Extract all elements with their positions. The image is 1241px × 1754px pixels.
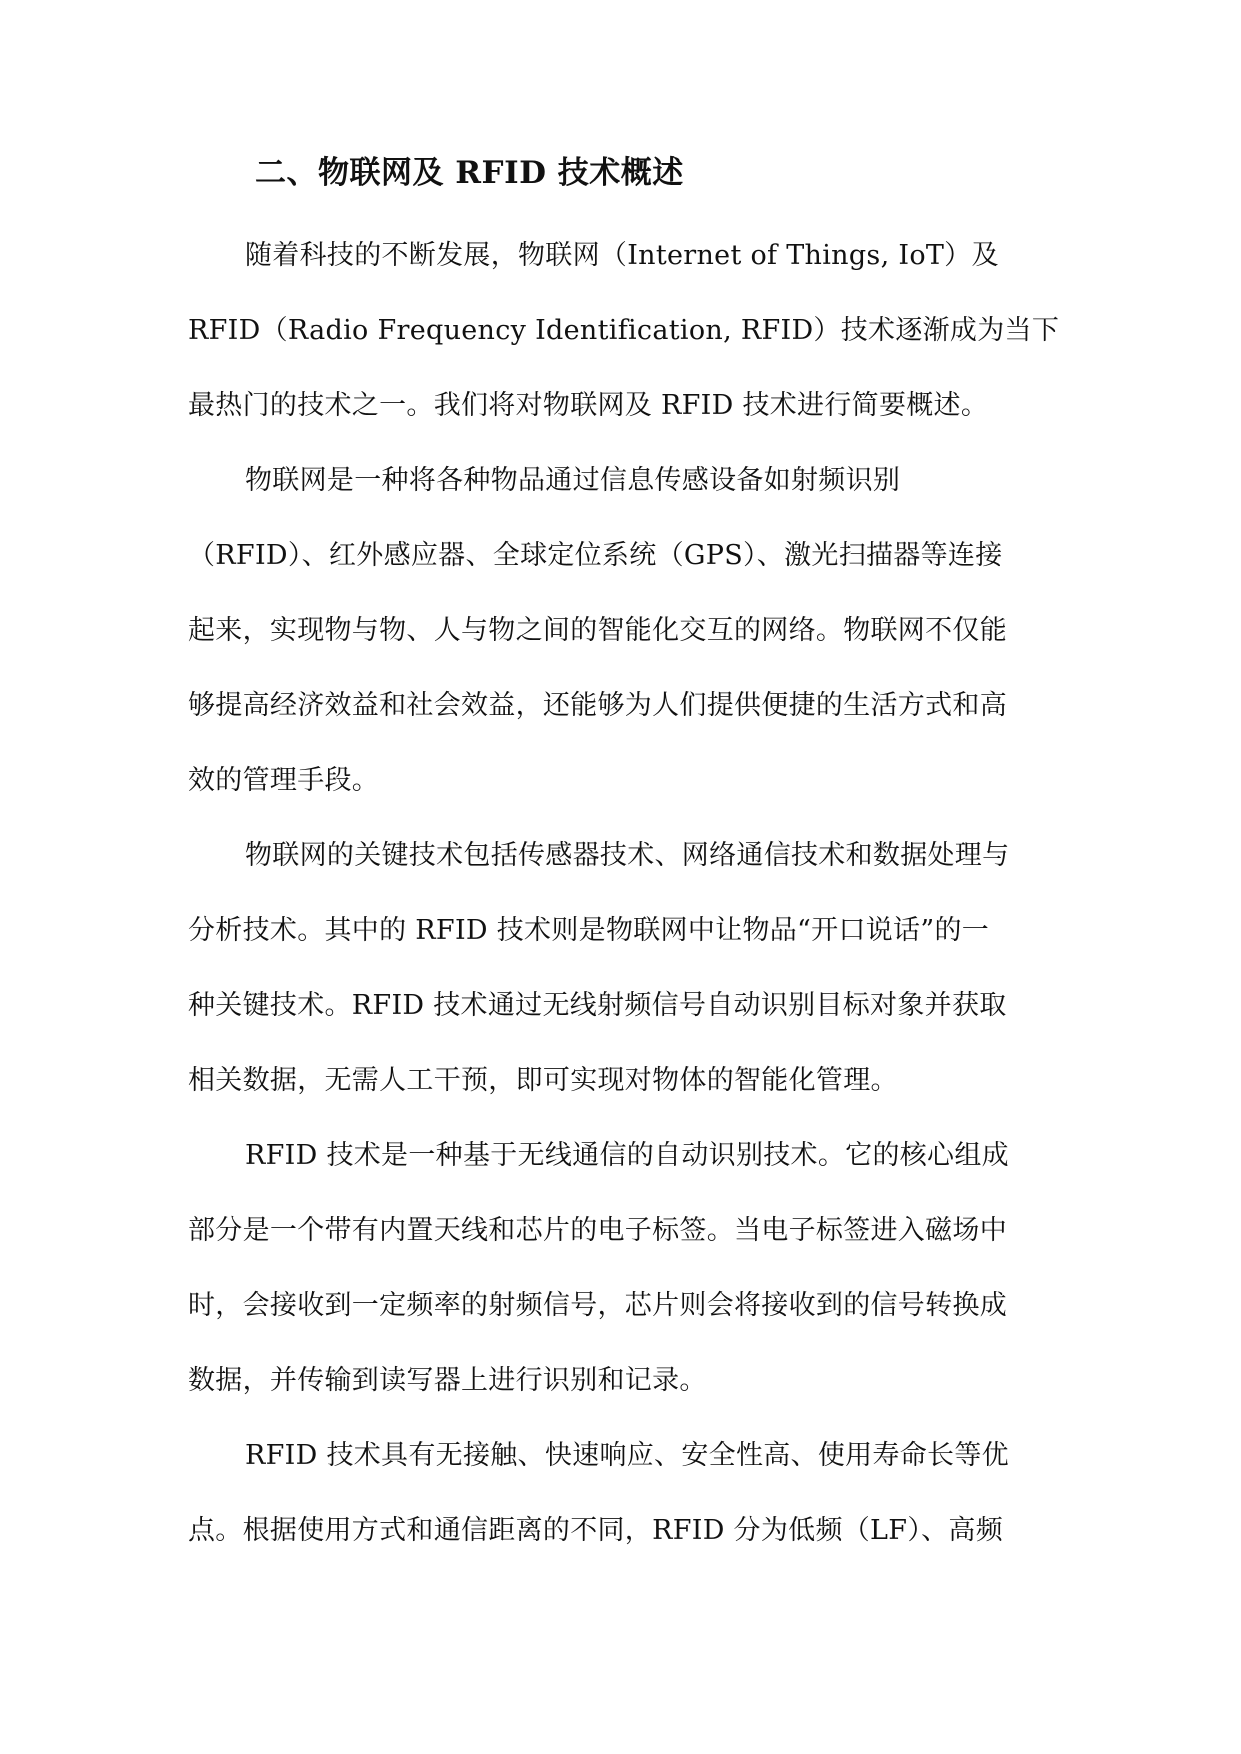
paragraph-3-line-4: 相关数据，无需人工干预，即可实现对物体的智能化管理。 (188, 1065, 898, 1096)
paragraph-2-line-4: 够提高经济效益和社会效益，还能够为人们提供便捷的生活方式和高 (188, 690, 1007, 721)
paragraph-5-line-2: 点。根据使用方式和通信距离的不同，RFID 分为低频（LF）、高频 (188, 1515, 1004, 1546)
paragraph-3-line-1: 物联网的关键技术包括传感器技术、网络通信技术和数据处理与 (245, 840, 1010, 871)
section-heading: 二、物联网及 RFID 技术概述 (255, 155, 684, 191)
paragraph-2-line-5: 效的管理手段。 (188, 765, 380, 796)
paragraph-3-line-3: 种关键技术。RFID 技术通过无线射频信号自动识别目标对象并获取 (188, 990, 1007, 1021)
paragraph-1-line-3: 最热门的技术之一。我们将对物联网及 RFID 技术进行简要概述。 (188, 390, 989, 421)
paragraph-5-line-1: RFID 技术具有无接触、快速响应、安全性高、使用寿命长等优 (245, 1440, 1009, 1471)
paragraph-2-line-2: （RFID）、红外感应器、全球定位系统（GPS）、激光扫描器等连接 (188, 540, 1003, 571)
paragraph-1-line-1: 随着科技的不断发展，物联网（Internet of Things, IoT）及 (245, 240, 999, 271)
paragraph-4-line-2: 部分是一个带有内置天线和芯片的电子标签。当电子标签进入磁场中 (188, 1215, 1007, 1246)
paragraph-1-line-2: RFID（Radio Frequency Identification, RFID）技术逐渐成为当下 (188, 315, 1060, 346)
paragraph-3-line-2: 分析技术。其中的 RFID 技术则是物联网中让物品“开口说话”的一 (188, 915, 990, 946)
paragraph-2-line-3: 起来，实现物与物、人与物之间的智能化交互的网络。物联网不仅能 (188, 615, 1007, 646)
paragraph-2-line-1: 物联网是一种将各种物品通过信息传感设备如射频识别 (245, 465, 901, 496)
paragraph-4-line-1: RFID 技术是一种基于无线通信的自动识别技术。它的核心组成 (245, 1140, 1009, 1171)
paragraph-4-line-4: 数据，并传输到读写器上进行识别和记录。 (188, 1365, 707, 1396)
paragraph-4-line-3: 时，会接收到一定频率的射频信号，芯片则会将接收到的信号转换成 (188, 1290, 1007, 1321)
